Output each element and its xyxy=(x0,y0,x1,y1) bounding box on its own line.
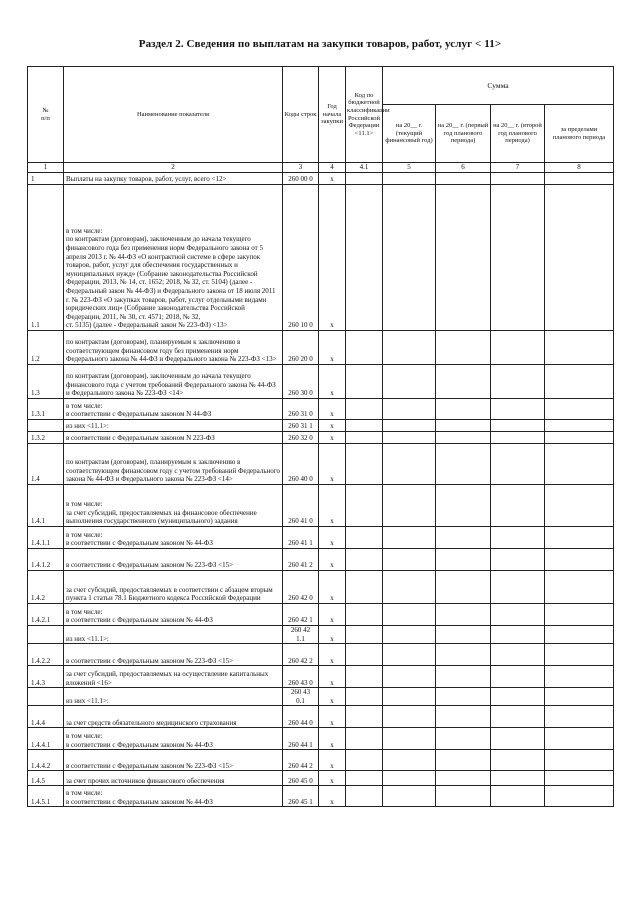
row-number: 1.1 xyxy=(28,185,64,331)
colnum-cell: 5 xyxy=(383,163,436,173)
row-sum-plan2 xyxy=(491,644,545,666)
table-row xyxy=(28,485,614,527)
row-year-mark: x xyxy=(319,527,346,549)
row-number xyxy=(28,420,64,432)
row-sum-current xyxy=(383,750,436,771)
row-sum-beyond xyxy=(545,771,614,786)
row-sum-current xyxy=(383,728,436,750)
column-numbers-row xyxy=(28,163,614,173)
row-sum-beyond xyxy=(545,666,614,688)
row-name: в том числе: за счет субсидий, предоставляемых на финансовое обеспечение выполнения государственного (муниципального) задания xyxy=(64,485,283,527)
row-sum-current xyxy=(383,626,436,644)
table-row xyxy=(28,549,614,571)
table-row xyxy=(28,706,614,728)
row-sum-current xyxy=(383,688,436,706)
row-sum-plan1 xyxy=(436,444,491,485)
row-number: 1.4.5 xyxy=(28,771,64,786)
row-number: 1 xyxy=(28,173,64,185)
row-name: в том числе: в соответствии с Федеральным законом № 44-ФЗ xyxy=(64,527,283,549)
row-sum-current xyxy=(383,604,436,626)
row-sum-plan1 xyxy=(436,626,491,644)
header-col6: на 20__ г. (первый год планового периода) xyxy=(436,105,491,163)
row-sum-beyond xyxy=(545,399,614,420)
row-sum-beyond xyxy=(545,527,614,549)
row-code: 260 31 0 xyxy=(283,399,319,420)
row-sum-plan2 xyxy=(491,771,545,786)
row-budget-code-cell xyxy=(346,604,383,626)
row-sum-current xyxy=(383,185,436,331)
row-sum-beyond xyxy=(545,549,614,571)
row-sum-plan2 xyxy=(491,485,545,527)
row-sum-plan1 xyxy=(436,771,491,786)
header-sum: Сумма xyxy=(383,67,614,105)
payments-table xyxy=(27,66,614,807)
colnum-cell: 6 xyxy=(436,163,491,173)
row-budget-code-cell xyxy=(346,444,383,485)
table-row xyxy=(28,688,614,706)
row-code: 260 10 0 xyxy=(283,185,319,331)
row-budget-code-cell xyxy=(346,750,383,771)
row-code: 260 43 0.1 xyxy=(283,688,319,706)
row-number: 1.4.1.1 xyxy=(28,527,64,549)
row-sum-plan1 xyxy=(436,728,491,750)
row-sum-plan2 xyxy=(491,706,545,728)
row-sum-beyond xyxy=(545,750,614,771)
row-sum-plan1 xyxy=(436,432,491,444)
row-number xyxy=(28,688,64,706)
row-sum-current xyxy=(383,485,436,527)
row-sum-beyond xyxy=(545,604,614,626)
row-number: 1.4.1.2 xyxy=(28,549,64,571)
row-code: 260 44 2 xyxy=(283,750,319,771)
row-name: по контрактам (договорам), планируемым к заключению в соответствующем финансовом году с учетом требований Федерального закона № 44-ФЗ и Федерального закона № 223-ФЗ <14> xyxy=(64,444,283,485)
row-code: 260 41 1 xyxy=(283,527,319,549)
row-code: 260 00 0 xyxy=(283,173,319,185)
row-budget-code-cell xyxy=(346,399,383,420)
colnum-cell: 4.1 xyxy=(346,163,383,173)
row-name: в том числе: в соответствии с Федеральным законом № 44-ФЗ xyxy=(64,786,283,807)
row-sum-beyond xyxy=(545,644,614,666)
row-sum-plan2 xyxy=(491,185,545,331)
row-year-mark: x xyxy=(319,604,346,626)
row-year-mark: x xyxy=(319,750,346,771)
row-code: 260 42 1.1 xyxy=(283,626,319,644)
row-sum-plan1 xyxy=(436,604,491,626)
row-budget-code-cell xyxy=(346,728,383,750)
colnum-cell: 2 xyxy=(64,163,283,173)
table-row xyxy=(28,750,614,771)
row-number: 1.4.2.2 xyxy=(28,644,64,666)
row-name: в соответствии с Федеральным законом № 223-ФЗ <15> xyxy=(64,750,283,771)
row-name: в соответствии с Федеральным законом № 223-ФЗ <15> xyxy=(64,644,283,666)
row-year-mark: x xyxy=(319,420,346,432)
row-code: 260 20 0 xyxy=(283,331,319,365)
row-sum-plan2 xyxy=(491,626,545,644)
colnum-cell: 7 xyxy=(491,163,545,173)
row-year-mark: x xyxy=(319,644,346,666)
row-code: 260 45 1 xyxy=(283,786,319,807)
row-sum-beyond xyxy=(545,728,614,750)
row-sum-current xyxy=(383,771,436,786)
row-sum-current xyxy=(383,173,436,185)
row-sum-current xyxy=(383,666,436,688)
row-sum-plan1 xyxy=(436,786,491,807)
row-code: 260 42 0 xyxy=(283,571,319,604)
row-sum-beyond xyxy=(545,485,614,527)
row-sum-plan1 xyxy=(436,185,491,331)
row-name: в соответствии с Федеральным законом № 223-ФЗ <15> xyxy=(64,549,283,571)
row-code: 260 40 0 xyxy=(283,444,319,485)
colnum-cell: 1 xyxy=(28,163,64,173)
row-sum-current xyxy=(383,571,436,604)
row-year-mark: x xyxy=(319,365,346,399)
row-sum-plan1 xyxy=(436,420,491,432)
row-budget-code-cell xyxy=(346,549,383,571)
row-name: в том числе: по контрактам (договорам), заключенным до начала текущего финансового года без применения норм Федерального закона от 5 апреля 2013 г. № 44-ФЗ «О контрактной системе в сфере закупок товаров, работ, услуг для обеспечения государственных и муниципальных нужд» (Собрание законодательства Российской Федерации, 2013, № 14, ст. 1652; 2018, № 32, ст. 5104) (далее - Федеральный закон № 44-ФЗ) и Федерального закона от 18 июля 2011 г. № 223-ФЗ «О закупках товаров, работ, услуг отдельными видами юридических лиц» (Собрание законодательства Российской Федерации, 2011, № 30, ст. 4571; 2018, № 32, ст. 5135) (далее - Федеральный закон № 223-ФЗ) <13> xyxy=(64,185,283,331)
row-year-mark: x xyxy=(319,688,346,706)
colnum-cell: 4 xyxy=(319,163,346,173)
row-year-mark: x xyxy=(319,771,346,786)
row-number: 1.2 xyxy=(28,331,64,365)
row-year-mark: x xyxy=(319,728,346,750)
table-row xyxy=(28,420,614,432)
row-budget-code-cell xyxy=(346,331,383,365)
table-row xyxy=(28,399,614,420)
table-row xyxy=(28,604,614,626)
header-col5: на 20__ г. (текущий финансовый год) xyxy=(383,105,436,163)
row-budget-code-cell xyxy=(346,527,383,549)
colnum-cell: 3 xyxy=(283,163,319,173)
row-name: в том числе: в соответствии с Федеральным законом № 44-ФЗ xyxy=(64,604,283,626)
row-year-mark: x xyxy=(319,444,346,485)
row-budget-code-cell xyxy=(346,666,383,688)
row-code: 260 30 0 xyxy=(283,365,319,399)
table-row xyxy=(28,786,614,807)
row-budget-code-cell xyxy=(346,706,383,728)
row-sum-plan1 xyxy=(436,571,491,604)
row-sum-plan2 xyxy=(491,444,545,485)
table-row xyxy=(28,571,614,604)
row-number: 1.3.1 xyxy=(28,399,64,420)
row-year-mark: x xyxy=(319,432,346,444)
row-name: по контрактам (договорам), заключенным до начала текущего финансового года с учетом требований Федерального закона № 44-ФЗ и Федерального закона № 223-ФЗ <14> xyxy=(64,365,283,399)
row-sum-current xyxy=(383,527,436,549)
row-code: 260 41 2 xyxy=(283,549,319,571)
row-sum-plan1 xyxy=(436,527,491,549)
row-budget-code-cell xyxy=(346,626,383,644)
row-code: 260 43 0 xyxy=(283,666,319,688)
table-row xyxy=(28,771,614,786)
row-sum-plan2 xyxy=(491,331,545,365)
row-year-mark: x xyxy=(319,571,346,604)
row-year-mark: x xyxy=(319,666,346,688)
row-year-mark: x xyxy=(319,786,346,807)
row-sum-plan1 xyxy=(436,688,491,706)
table-row xyxy=(28,527,614,549)
row-sum-plan1 xyxy=(436,706,491,728)
table-row xyxy=(28,432,614,444)
row-sum-current xyxy=(383,399,436,420)
row-sum-current xyxy=(383,549,436,571)
row-year-mark: x xyxy=(319,485,346,527)
row-sum-plan1 xyxy=(436,644,491,666)
table-row xyxy=(28,728,614,750)
row-year-mark: x xyxy=(319,173,346,185)
row-name: из них <11.1>: xyxy=(64,626,283,644)
row-year-mark: x xyxy=(319,331,346,365)
row-sum-plan1 xyxy=(436,173,491,185)
header-name: Наименование показателя xyxy=(64,67,283,163)
row-number: 1.4.4.1 xyxy=(28,728,64,750)
row-budget-code-cell xyxy=(346,432,383,444)
table-row xyxy=(28,626,614,644)
row-sum-current xyxy=(383,706,436,728)
row-number: 1.4.3 xyxy=(28,666,64,688)
row-budget-code-cell xyxy=(346,485,383,527)
row-number: 1.4.4 xyxy=(28,706,64,728)
row-code: 260 45 0 xyxy=(283,771,319,786)
row-sum-plan1 xyxy=(436,485,491,527)
header-budget-code: Код по бюджетной классификации Российской Федерации <11.1> xyxy=(346,67,383,163)
row-code: 260 31 1 xyxy=(283,420,319,432)
row-name: в соответствии с Федеральным законом N 223-ФЗ xyxy=(64,432,283,444)
row-sum-current xyxy=(383,444,436,485)
row-code: 260 42 2 xyxy=(283,644,319,666)
table-row xyxy=(28,644,614,666)
row-sum-beyond xyxy=(545,688,614,706)
row-number: 1.4.5.1 xyxy=(28,786,64,807)
section-title: Раздел 2. Сведения по выплатам на закупки товаров, работ, услуг < 11> xyxy=(138,38,502,50)
row-number: 1.4 xyxy=(28,444,64,485)
row-sum-beyond xyxy=(545,432,614,444)
row-sum-beyond xyxy=(545,185,614,331)
row-name: в том числе: в соответствии с Федеральным законом № 44-ФЗ xyxy=(64,728,283,750)
row-code: 260 42 1 xyxy=(283,604,319,626)
row-budget-code-cell xyxy=(346,365,383,399)
row-sum-plan1 xyxy=(436,331,491,365)
header-year: Год начала закупки xyxy=(319,67,346,163)
row-sum-plan2 xyxy=(491,420,545,432)
row-sum-current xyxy=(383,420,436,432)
row-sum-beyond xyxy=(545,706,614,728)
row-sum-current xyxy=(383,432,436,444)
row-year-mark: x xyxy=(319,549,346,571)
row-sum-plan1 xyxy=(436,750,491,771)
row-sum-beyond xyxy=(545,786,614,807)
row-budget-code-cell xyxy=(346,571,383,604)
row-sum-plan2 xyxy=(491,688,545,706)
row-number: 1.4.1 xyxy=(28,485,64,527)
row-sum-plan2 xyxy=(491,604,545,626)
table-row xyxy=(28,666,614,688)
row-sum-current xyxy=(383,786,436,807)
row-name: по контрактам (договорам), планируемым к заключению в соответствующем финансовом году без применения норм Федерального закона № 44-ФЗ и Федерального закона № 223-ФЗ <13> xyxy=(64,331,283,365)
row-sum-plan2 xyxy=(491,666,545,688)
row-code: 260 32 0 xyxy=(283,432,319,444)
row-number xyxy=(28,626,64,644)
header-code: Коды строк xyxy=(283,67,319,163)
row-budget-code-cell xyxy=(346,644,383,666)
row-name: из них <11.1>: xyxy=(64,688,283,706)
row-sum-plan2 xyxy=(491,750,545,771)
row-name: за счет прочих источников финансового обеспечения xyxy=(64,771,283,786)
row-sum-current xyxy=(383,365,436,399)
row-sum-plan2 xyxy=(491,432,545,444)
row-sum-beyond xyxy=(545,571,614,604)
table-row xyxy=(28,365,614,399)
table-row xyxy=(28,173,614,185)
row-name: в том числе: в соответствии с Федеральным законом N 44-ФЗ xyxy=(64,399,283,420)
header-col7: на 20__ г. (второй год планового периода) xyxy=(491,105,545,163)
row-name: за счет субсидий, предоставляемых на осуществление капитальных вложений <16> xyxy=(64,666,283,688)
row-number: 1.3 xyxy=(28,365,64,399)
row-code: 260 44 1 xyxy=(283,728,319,750)
row-sum-plan2 xyxy=(491,365,545,399)
row-budget-code-cell xyxy=(346,688,383,706)
row-name: Выплаты на закупку товаров, работ, услуг, всего <12> xyxy=(64,173,283,185)
table-row xyxy=(28,185,614,331)
row-sum-plan2 xyxy=(491,728,545,750)
header-col8: за пределами планового периода xyxy=(545,105,614,163)
table-row xyxy=(28,331,614,365)
row-sum-plan2 xyxy=(491,399,545,420)
row-sum-beyond xyxy=(545,173,614,185)
row-year-mark: x xyxy=(319,626,346,644)
row-budget-code-cell xyxy=(346,173,383,185)
row-code: 260 41 0 xyxy=(283,485,319,527)
row-sum-plan1 xyxy=(436,549,491,571)
row-budget-code-cell xyxy=(346,420,383,432)
row-number: 1.4.2 xyxy=(28,571,64,604)
row-sum-plan2 xyxy=(491,173,545,185)
row-year-mark: x xyxy=(319,706,346,728)
row-number: 1.4.2.1 xyxy=(28,604,64,626)
row-name: за счет средств обязательного медицинского страхования xyxy=(64,706,283,728)
colnum-cell: 8 xyxy=(545,163,614,173)
row-budget-code-cell xyxy=(346,786,383,807)
row-year-mark: x xyxy=(319,399,346,420)
row-sum-beyond xyxy=(545,444,614,485)
row-sum-beyond xyxy=(545,331,614,365)
row-code: 260 44 0 xyxy=(283,706,319,728)
table-row xyxy=(28,444,614,485)
row-sum-plan2 xyxy=(491,527,545,549)
row-sum-beyond xyxy=(545,420,614,432)
row-sum-beyond xyxy=(545,365,614,399)
row-sum-plan1 xyxy=(436,365,491,399)
row-sum-plan2 xyxy=(491,786,545,807)
header-num: № п/п xyxy=(28,67,64,163)
row-sum-beyond xyxy=(545,626,614,644)
row-sum-plan2 xyxy=(491,571,545,604)
row-sum-plan1 xyxy=(436,666,491,688)
row-name: за счет субсидий, предоставляемых в соответствии с абзацем вторым пункта 1 статьи 78.1 Бюджетного кодекса Российской Федерации xyxy=(64,571,283,604)
row-sum-plan2 xyxy=(491,549,545,571)
row-budget-code-cell xyxy=(346,185,383,331)
row-name: из них <11.1>: xyxy=(64,420,283,432)
row-sum-current xyxy=(383,644,436,666)
row-budget-code-cell xyxy=(346,771,383,786)
row-sum-current xyxy=(383,331,436,365)
row-number: 1.3.2 xyxy=(28,432,64,444)
row-number: 1.4.4.2 xyxy=(28,750,64,771)
row-year-mark: x xyxy=(319,185,346,331)
row-sum-plan1 xyxy=(436,399,491,420)
